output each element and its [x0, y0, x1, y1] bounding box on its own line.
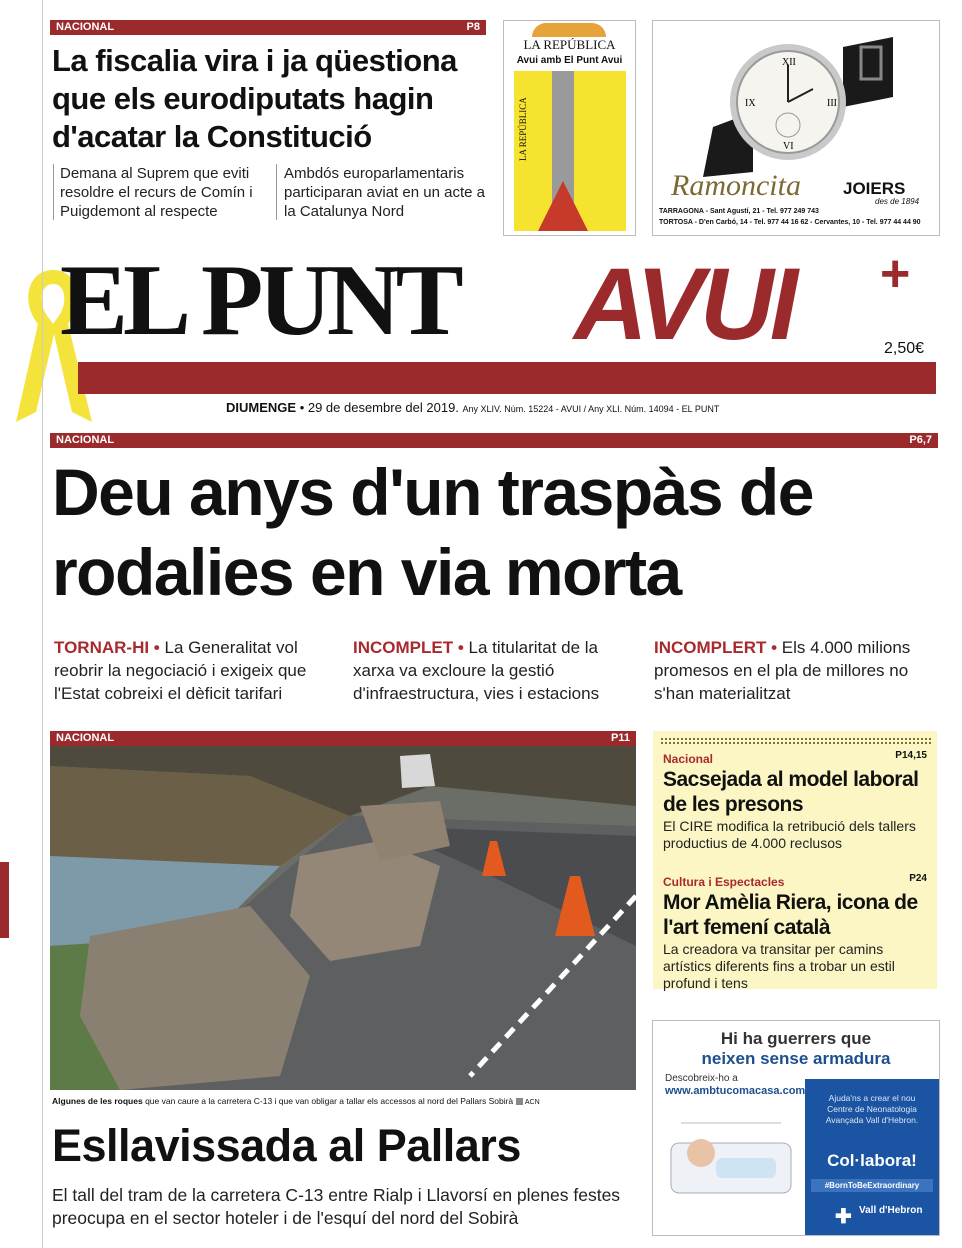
hebron-ad[interactable]: [652, 1020, 940, 1236]
main-col-1: [54, 636, 339, 705]
photo-caption: [52, 1096, 636, 1106]
main-col-3-kicker: INCOMPLERT •: [654, 638, 778, 657]
jeweler-line2: TORTOSA - D'en Carbó, 14 - Tel. 977 44 16 62 - Cervantes, 10 - Tel. 977 44 44 90: [659, 219, 921, 226]
main-col-1-kicker: TORNAR-HI •: [54, 638, 160, 657]
hebron-cta[interactable]: Col·labora!: [827, 1151, 917, 1170]
hebron-logo-icon: ✚: [835, 1206, 852, 1228]
sidebar-item-2-text: La creadora va transitar per camins artístics diferents fins a trobar un estil profund i tens: [663, 941, 895, 991]
masthead-plus: +: [880, 245, 911, 303]
jeweler-ad[interactable]: [652, 20, 940, 236]
sidebar-item-1-section: Nacional: [663, 752, 714, 766]
main-col-2: [353, 636, 635, 705]
main-col-3-text: Els 4.000 milions promesos en el pla de millores no s'han materialitzat: [654, 638, 911, 703]
hebron-title-1: Hi ha guerrers que: [720, 1029, 872, 1048]
svg-text:IX: IX: [745, 98, 756, 109]
masthead-price: 2,50€: [884, 340, 925, 357]
sidebar-item-1-page: P14,15: [895, 750, 927, 761]
baby-illustration: [661, 1103, 801, 1203]
date-edition: Any XLIV. Núm. 15224 - AVUI / Any XLI. Núm. 14094 - EL PUNT: [462, 404, 720, 414]
top-section-bar: [50, 20, 486, 35]
hebron-blue-panel: [805, 1079, 939, 1235]
main-col-3: [654, 636, 934, 705]
landslide-photo[interactable]: [50, 746, 636, 1090]
photo-page-number: P11: [611, 732, 630, 744]
main-col-2-text: La titularitat de la xarxa va excloure la gestió d'infraestructura, vies i estacions: [353, 638, 600, 703]
photo-credit: ACN: [524, 1099, 540, 1106]
photo-headline[interactable]: Esllavissada al Pallars: [52, 1120, 521, 1171]
sidebar-item-2-section: Cultura i Espectacles: [663, 875, 785, 889]
photo-section-bar: [50, 731, 636, 746]
masthead-dateline: [226, 400, 719, 415]
top-page-number: P8: [466, 21, 480, 33]
hebron-url[interactable]: www.ambtucomacasa.com: [665, 1085, 806, 1097]
hebron-discover: Descobreix-ho a: [665, 1073, 738, 1084]
masthead-left: EL PUNT: [60, 244, 459, 357]
top-sub-right: Ambdós europarlamentaris participaran aviat en un acte a la Catalunya Nord: [284, 165, 485, 220]
main-section-label: NACIONAL: [56, 434, 115, 446]
photo-caption-bold: Algunes de les roques: [52, 1096, 143, 1106]
republica-tagline: Avui amb El Punt Avui: [516, 55, 623, 66]
jeweler-since: des de 1894: [875, 197, 920, 206]
main-col-2-kicker: INCOMPLET •: [353, 638, 464, 657]
sidebar-item-1-headline: Sacsejada al model laboral de les presons: [663, 768, 919, 816]
main-col-1-text: La Generalitat vol reobrir la negociació i exigeix que l'Estat cobreixi el dèficit tarifari: [54, 638, 307, 703]
svg-text:VI: VI: [783, 141, 794, 152]
main-section-bar: [50, 433, 938, 448]
photo-caption-text: que van caure a la carretera C-13 i que van obligar a tallar els accessos al nord del Pallars Sobirà: [145, 1096, 514, 1106]
edge-marker: [0, 862, 9, 938]
top-headline[interactable]: La fiscalia vira i ja qüestiona que els eurodiputats hagin d'acatar la Constitució: [52, 43, 457, 154]
jeweler-brand: Ramoncita: [671, 169, 801, 202]
sidebar-item-2-page: P24: [909, 873, 927, 884]
photo-section-label: NACIONAL: [56, 732, 115, 744]
photo-sub: El tall del tram de la carretera C-13 entre Rialp i Llavorsí en plenes festes preocupa en el sector hoteler i de l'esquí del nord del Sobirà: [52, 1185, 621, 1228]
hebron-hashtag: #BornToBeExtraordinary: [811, 1179, 933, 1192]
svg-text:XII: XII: [782, 57, 796, 68]
republica-masthead: LA REPÚBLICA: [523, 37, 616, 52]
top-sub-left: Demana al Suprem que eviti resoldre el recurs de Comín i Puigdemont al respecte: [60, 165, 253, 220]
main-headline[interactable]: Deu anys d'un traspàs de rodalies en via morta: [52, 455, 813, 609]
date-day: DIUMENGE: [226, 400, 297, 415]
jeweler-line1: TARRAGONA - Sant Agustí, 21 - Tel. 977 249 743: [659, 208, 819, 215]
main-page-number: P6,7: [909, 434, 932, 446]
svg-text:III: III: [827, 98, 837, 109]
masthead-right: AVUI: [574, 247, 795, 361]
republica-spine: LA REPÚBLICA: [518, 97, 528, 161]
date-text: • 29 de desembre del 2019.: [299, 400, 459, 415]
sidebar-item-2-headline: Mor Amèlia Riera, icona de l'art femení català: [663, 891, 918, 939]
hebron-panel-text: Ajuda'ns a crear el nou Centre de Neonatologia Avançada Vall d'Hebron.: [825, 1093, 919, 1125]
republica-promo[interactable]: [503, 20, 636, 236]
jeweler-label: JOIERS: [843, 179, 906, 198]
hebron-logo: Vall d'Hebron: [859, 1205, 923, 1216]
sidebar-item-2[interactable]: [663, 873, 931, 992]
hebron-title-2: neixen sense armadura: [701, 1049, 891, 1068]
masthead-bar: [78, 362, 936, 394]
watch-image: [693, 27, 893, 177]
sidebar-item-1[interactable]: [663, 750, 931, 852]
top-section-label: NACIONAL: [56, 21, 115, 33]
sidebar-item-1-text: El CIRE modifica la retribució dels tallers productius de 4.000 reclusos: [663, 818, 916, 851]
